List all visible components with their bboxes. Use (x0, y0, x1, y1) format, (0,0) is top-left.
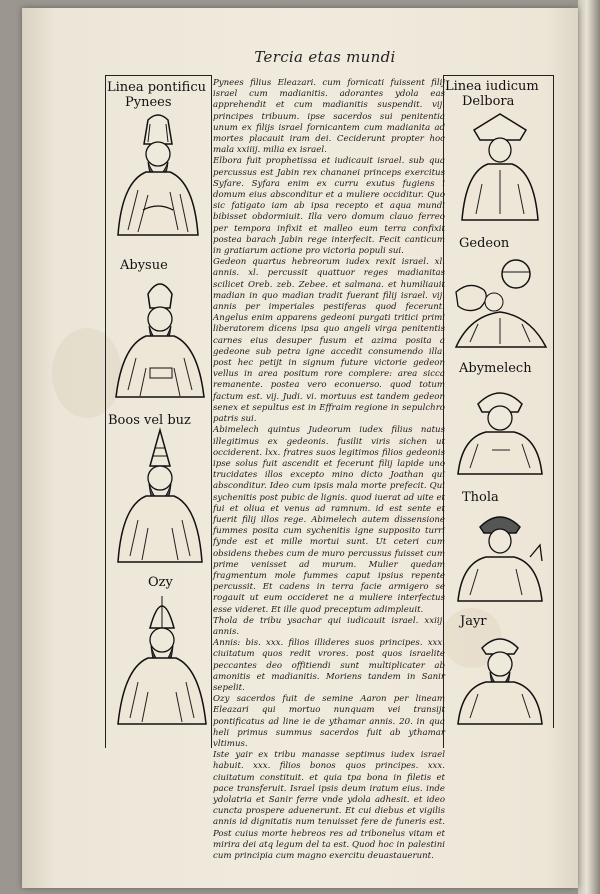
figure-name-abysue: Abysue (120, 258, 168, 273)
figure-name-pynees: Pynees (125, 95, 172, 110)
paragraph-thola-cont: Annis: bis. xxx. filios illideres suos principes. xxx. ciuitatum quos redit vrores. post quos israelite peccantes deo offitiendi sunt multiplicater ab amonitis et madianitis. Moriens tandem in Sanir sepelit. (213, 638, 445, 693)
right-column-top-rule (443, 75, 554, 76)
woodcut-portrait-abysue (110, 272, 210, 402)
figure-name-jayr: Jayr (460, 614, 487, 629)
woodcut-portrait-gedeon (450, 252, 550, 352)
figure-name-boos: Boos vel buz (108, 413, 191, 428)
paragraph-jayr: Iste yair ex tribu manasse septimus iudex israel habuit. xxx. filios bonos quos principes. xxx. ciuitatum constituit. et quia tpa bona in filetis et pace transferuit. Israel ipsis deum iratum eius. inde ydolatria et Sanir ferre vnde ydola adhesit. et ideo cuncta prospere aduenerunt. Et cui diebus et vigilis annis id dignitatis num tenuisset fere de funeris est. Post cuius morte hebreos res ad tribonelus vitam et mirira dei atq legum del ta est. Quod hoc in palestini cum principia cum magno exercitu deuastauerunt. (213, 750, 445, 862)
paragraph-ozy: Ozy sacerdos fuit de semine Aaron per lineam Eleazari qui mortuo nunquam vei transijt pontificatus ad line ie de ythamar annis. 20. in qua heli primus summus sacerdos fuit ab ythamar vltimus. (213, 694, 445, 749)
woodcut-portrait-delbora (452, 110, 547, 225)
right-column-heading: Linea iudicum (445, 79, 539, 94)
figure-name-abymelech: Abymelech (459, 361, 532, 376)
woodcut-portrait-thola (452, 505, 547, 605)
paragraph-delbora: Elbora fuit prophetissa et iudicauit israel. sub qua percussus est Jabin rex chananei princeps exercitus Syfare. Syfara enim ex curru exutus fugiens i domum eius absconditur et a muliere occiditur. Quo sic fatigato iam ab ipsa recepto et aqua mundi bibisset obdormiuit. Illa vero domum clauo ferreo per tempora infixit et malleo eum terra confixit postea barach Jabin rege interfecit. Fecit canticum in gratiarum actione pro victoria populi sui. (213, 156, 445, 257)
figure-name-delbora: Delbora (462, 94, 515, 109)
paragraph-gedeon: Gedeon quartus hebreorum iudex rexit israel. xl. annis. xl. percussit quattuor reges madianitas scilicet Oreb. zeb. Zebee. et salmana. et humiliauit madian in quo madian tradit fuerant filij israel. vij. annis per imperiales pestiferas quod fecerunt. Angelus enim apparens gedeoni purgati tritici primi liberatorem dicens ipsa quo angeli virga penitentis carnes eius desuper fusum et azima posita a gedeone sub petra igne accedit consumendo illa. post hec petijt in signum future victorie gedeon vellus in area positum rore complere: area sicca remanente. postea vero econuerso. quod totum factum est. vij. Judi. vi. mortuus est tandem gedeon senex et sepultus est in Effraim regione in sepulchro patris sui. (213, 257, 445, 425)
right-column-outer-rule (553, 75, 554, 728)
running-head: Tercia etas mundi (254, 48, 396, 66)
paragraph-abymelech: Abimelech quintus Judeorum iudex filius natus illegitimus ex gedeonis. fusilit viris sichen ut occiderent. lxx. fratres suos legitimos filios gedeonis ipse solus fuit ascendit et fecerunt filij lapide uno trucidates illos excepto mino dicto Joathan qui absconditur. Ideo cum ipsis mala morte prefecit. Qui sychenitis post pubic de lignis. quod iuerat ad uite et fui et oliua et venus ad ramnum. id est sente et fuerit filij illos rege. Abimelech autem dissensione fummes posita cum sychenitis igne supposito turri fynde est et mille mortui sunt. Ut ceteri cum obsidens thebes cum de muro percussus fuisset cum prime venisset ad murum. Mulier quedam fragmentum mole fummes caput ipsius repente percussit. Et cadens in terra facie armigero se rogauit ut eum occideret ne a muliere interfectus esse videret. Et ille quod preceptum adimpleuit. (213, 425, 445, 615)
woodcut-portrait-boos (110, 428, 210, 568)
woodcut-portrait-abymelech (452, 378, 547, 478)
figure-name-gedeon: Gedeon (459, 236, 510, 251)
woodcut-portrait-ozy (112, 588, 212, 728)
left-column-top-rule (105, 75, 211, 76)
figure-name-thola: Thola (462, 490, 499, 505)
left-column-outer-rule (105, 75, 106, 748)
adjacent-page-edge (578, 0, 600, 894)
paragraph-thola: Thola de tribu ysachar qui iudicauit israel. xxiij. annis. (213, 615, 445, 637)
woodcut-portrait-jayr (452, 628, 547, 728)
paragraph-pynees: Pynees filius Eleazari. cum fornicati fuissent filij israel cum madianitis. adorantes ydola eas apprehendit et cum madianitis suspendit. vij. principes tribuum. ipse sacerdos sui penitentia unum ex filijs israel fornicantem cum madianita ad mortes placauit iram dei. Ceciderunt propter hoc mala xxiiij. milia ex israel. (213, 78, 445, 156)
woodcut-portrait-pynees (108, 110, 208, 240)
figure-name-ozy: Ozy (148, 575, 173, 590)
main-text-column (213, 78, 445, 862)
left-column-heading: Linea pontificu (107, 80, 206, 95)
